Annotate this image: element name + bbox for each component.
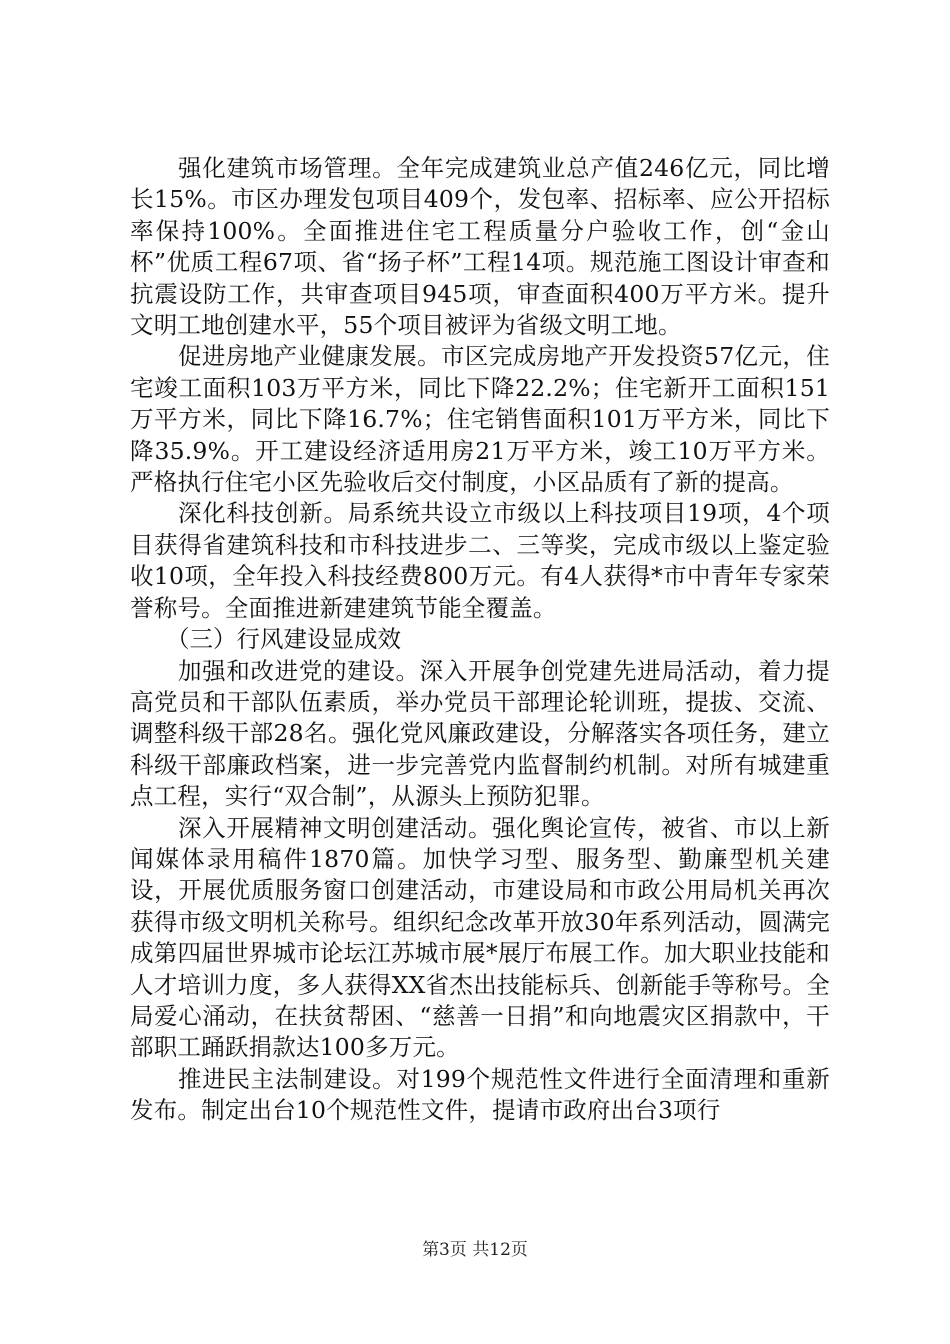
paragraph-legal-construction: 推进民主法制建设。对199个规范性文件进行全面清理和重新发布。制定出台10个规范性文件，提请市政府出台3项行 — [130, 1064, 830, 1125]
paragraph-tech-innovation: 深化科技创新。局系统共设立市级以上科技项目19项，4个项目获得省建筑科技和市科技进步二、三等奖，完成市级以上鉴定验收10项，全年投入科技经费800万元。有4人获得*市中青年专家荣誉称号。全面推进新建建筑节能全覆盖。 — [130, 499, 830, 622]
body-text — [130, 153, 830, 1127]
paragraph-construction-market: 强化建筑市场管理。全年完成建筑业总产值246亿元，同比增长15%。市区办理发包项目409个，发包率、招标率、应公开招标率保持100%。全面推进住宅工程质量分户验收工作，创“金山杯”优质工程67项、省“扬子杯”工程14项。规范施工图设计审查和抗震设防工作，共审查项目945项，审查面积400万平方米。提升文明工地创建水平，55个项目被评为省级文明工地。 — [130, 154, 830, 340]
paragraph-real-estate: 促进房地产业健康发展。市区完成房地产开发投资57亿元，住宅竣工面积103万平方米，同比下降22.2%；住宅新开工面积151万平方米，同比下降16.7%；住宅销售面积101万平方米，同比下降35.9%。开工建设经济适用房21万平方米，竣工10万平方米。严格执行住宅小区先验收后交付制度，小区品质有了新的提高。 — [130, 342, 830, 497]
section-heading: （三）行风建设显成效 — [166, 625, 401, 654]
paragraph-party-building: 加强和改进党的建设。深入开展争创党建先进局活动，着力提高党员和干部队伍素质，举办党员干部理论轮训班，提拔、交流、调整科级干部28名。强化党风廉政建设，分解落实各项任务，建立科级干部廉政档案，进一步完善党内监督制约机制。对所有城建重点工程，实行“双合制”，从源头上预防犯罪。 — [130, 656, 830, 811]
paragraph-civilization: 深入开展精神文明创建活动。强化舆论宣传，被省、市以上新闻媒体录用稿件1870篇。加快学习型、服务型、勤廉型机关建设，开展优质服务窗口创建活动，市建设局和市政公用局机关再次获得市级文明机关称号。组织纪念改革开放30年系列活动，圆满完成第四届世界城市论坛江苏城市展*展厅布展工作。加大职业技能和人才培训力度，多人获得XX省杰出技能标兵、创新能手等称号。全局爱心涌动，在扶贫帮困、“慈善一日捐”和向地震灾区捐款中，干部职工踊跃捐款达100多万元。 — [130, 813, 830, 1062]
page-footer: 第3页 共12页 — [422, 1240, 528, 1260]
